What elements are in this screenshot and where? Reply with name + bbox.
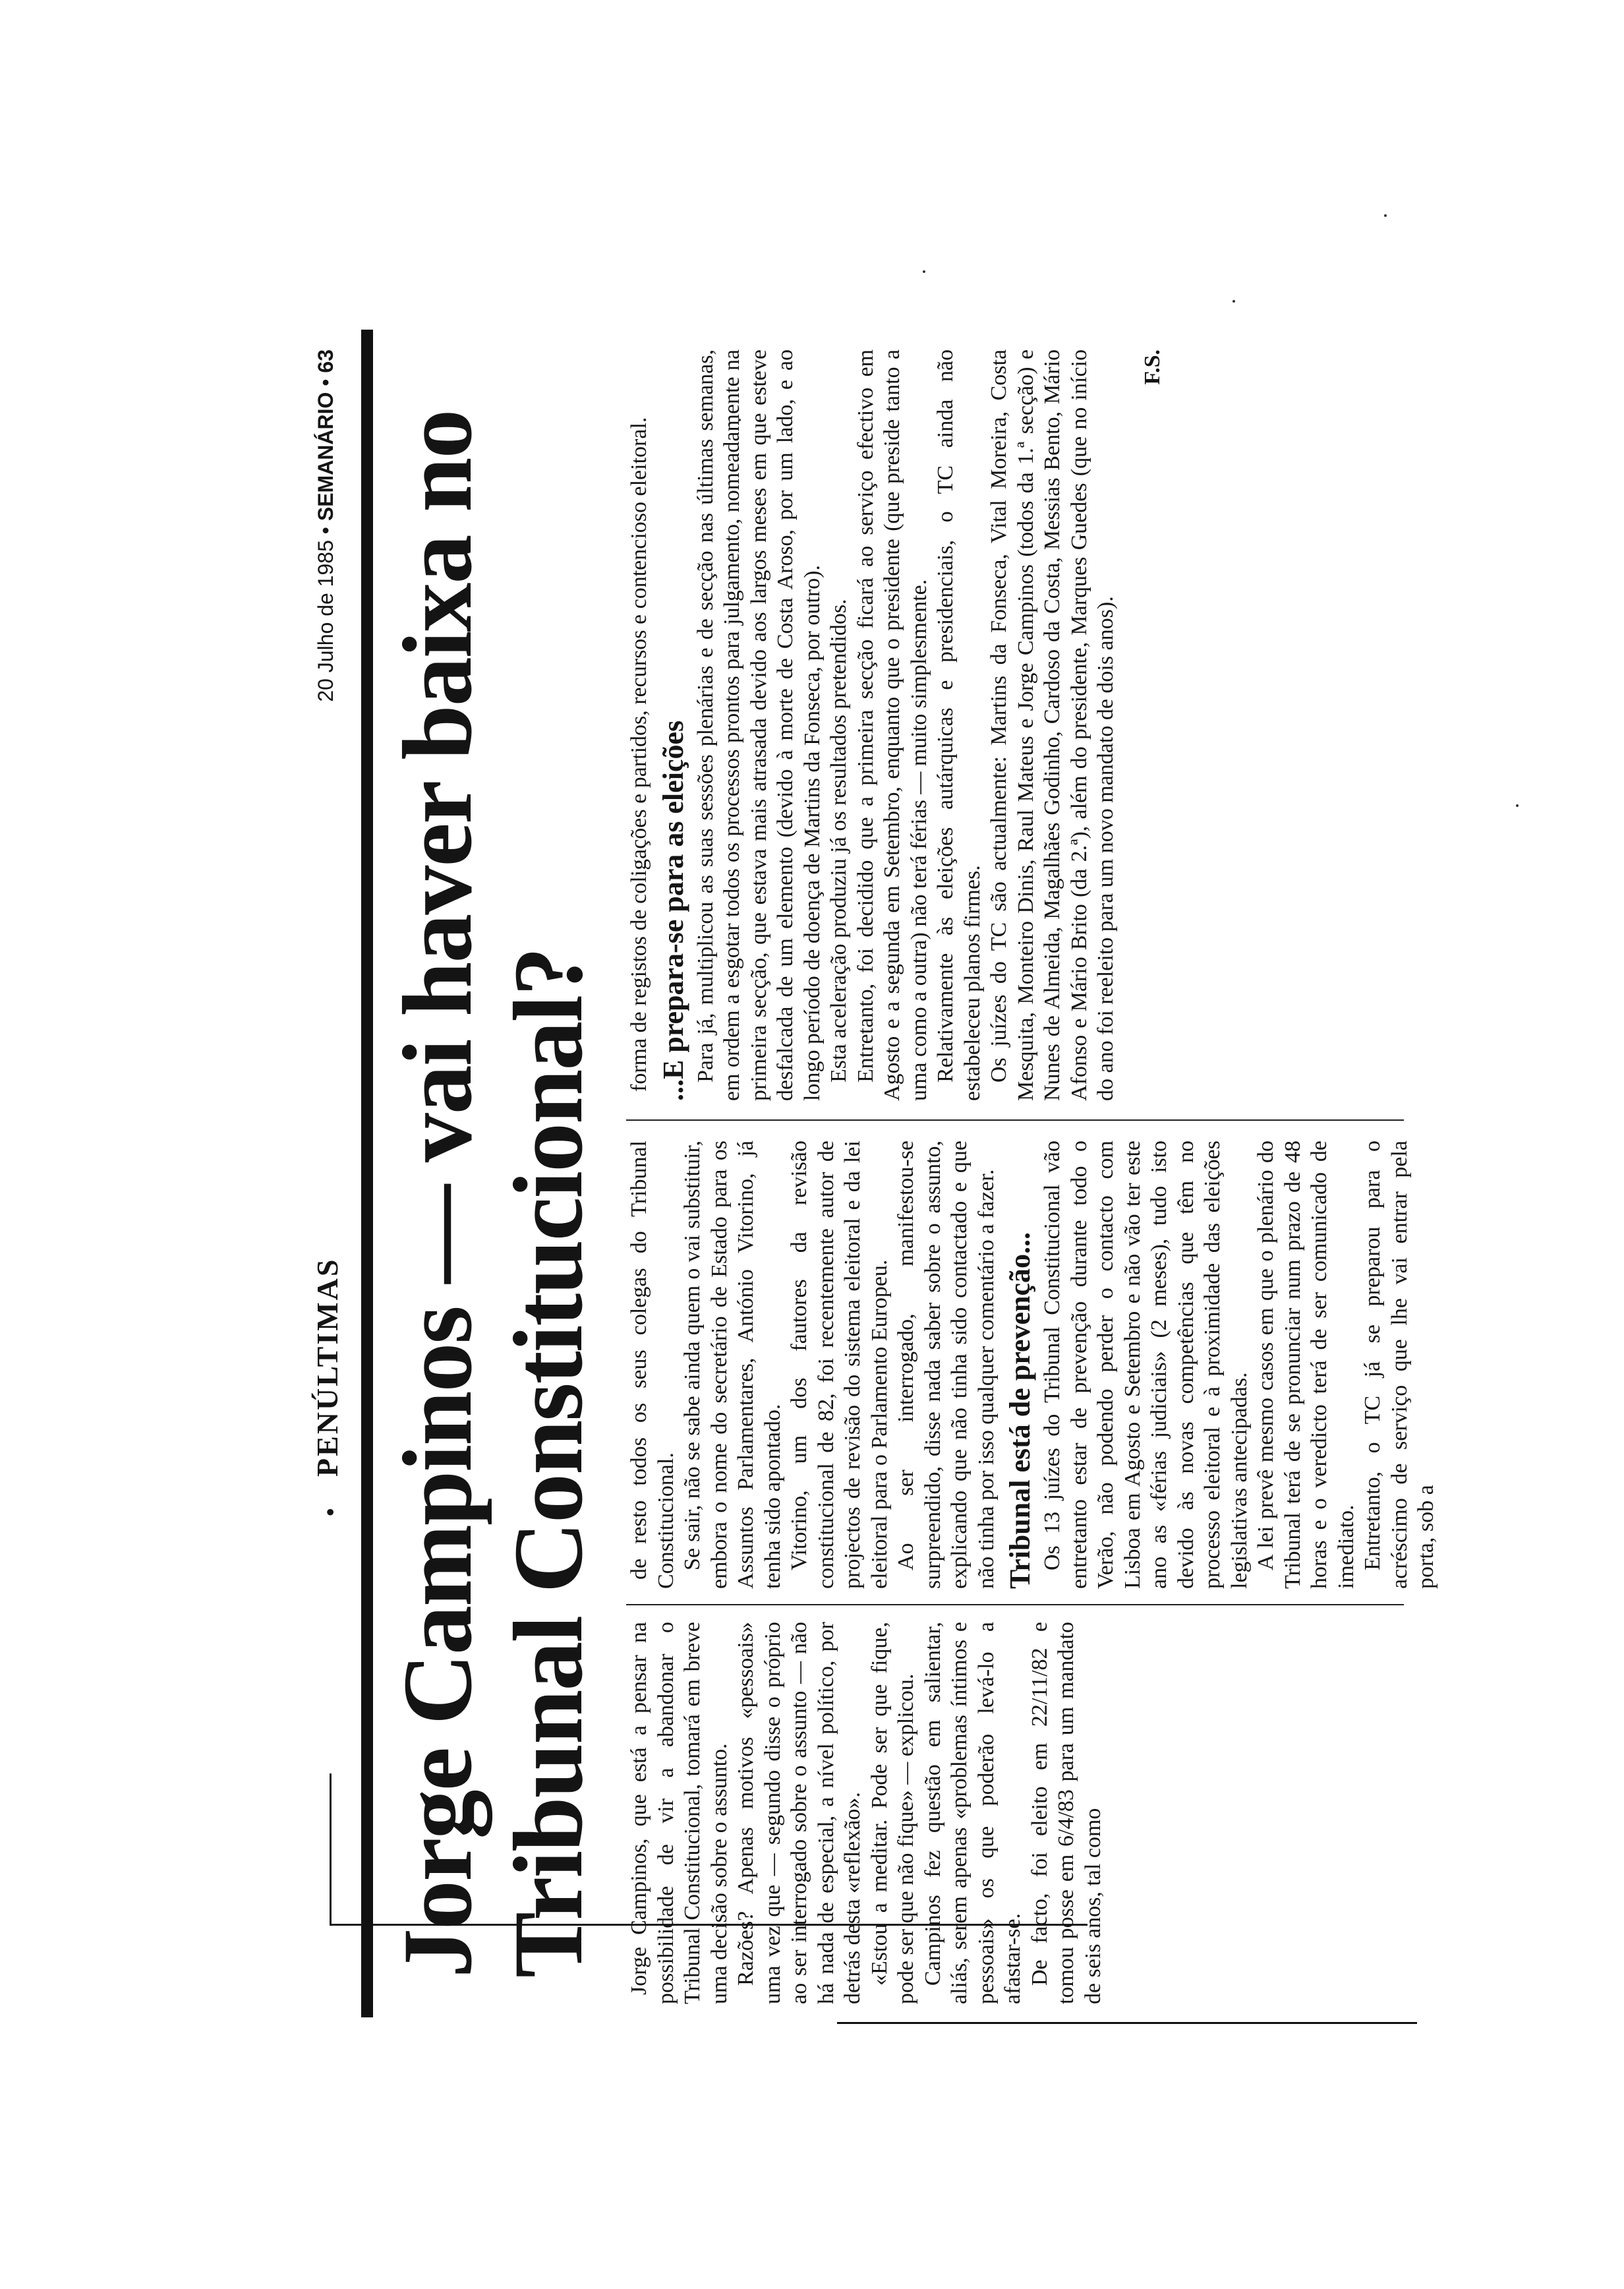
issue-date: 20 Julho de 1985	[314, 540, 337, 702]
dateline	[314, 349, 338, 702]
paragraph: Os juízes do TC são actualmente: Martins da Fonseca, Vital Moreira, Costa Mesquita, Monteiro Dinis, Raul Mateus e Jorge Campinos (todos da 1.ª secção) e Nunes de Almeida, Magalhães Godinho, Cardoso da Costa, Messias Bento, Mário Afonso e Mário Brito (da 2.ª), além do presidente, Marques Guedes (que no início do ano foi reeleito para um novo mandato de dois anos).	[987, 349, 1118, 1101]
paragraph: Relativamente às eleições autárquicas e presidenciais, o TC ainda não estabeleceu planos firmes.	[933, 349, 985, 1101]
paragraph: Jorge Campinos, que está a pensar na possibilidade de vir a abandonar o Tribunal Constitucional, tomará em breve uma decisão sobre o assunto.	[627, 1622, 732, 2004]
scan-speck	[923, 270, 925, 273]
paragraph: forma de registos de coligações e partidos, recursos e contencioso eleitoral.	[627, 417, 651, 1092]
paragraph: Esta aceleração produziu já os resultados pretendidos.	[826, 599, 851, 1083]
subhead: Tribunal está de prevenção...	[1004, 1232, 1036, 1589]
paragraph: Os 13 juízes do Tribunal Constitucional vão entretanto estar de prevenção durante todo o Verão, não podendo perder o contacto com Lisboa em Agosto e Setembro e não vão ter este ano as «férias judiciais» (2 meses), tudo isto devido às novas competências que têm no processo eleitoral e à proximidade das eleições legislativas antecipadas.	[1040, 1141, 1252, 1589]
page-number: 63	[314, 349, 337, 373]
newspaper-clipping	[310, 330, 1483, 2017]
paragraph: Campinos fez questão em salientar, aliás, serem apenas «problemas íntimos e pessoais» os que poderão levá-lo a afastar-se.	[920, 1622, 1025, 2004]
column-divider	[626, 1119, 1404, 1121]
article-body	[626, 343, 1438, 2004]
column-rule	[837, 2022, 1417, 2024]
paragraph: Entretanto, foi decidido que a primeira secção ficará ao serviço efectivo em Agosto e a segunda em Setembro, enquanto que o presidente (que preside tanto a uma como a outra) não terá férias — muito simplesmente.	[853, 349, 931, 1101]
article-column-3	[626, 349, 1166, 1101]
paragraph: «Estou a meditar. Pode ser que fique, pode ser que não fique» — explicou.	[867, 1622, 918, 2004]
section-name: PENÚLTIMAS	[310, 1257, 344, 1477]
dateline-separator: •	[314, 527, 337, 535]
author-signature: F.S.	[1140, 349, 1165, 385]
paragraph: de resto todos os seus colegas do Tribunal Constitucional.	[627, 1141, 678, 1589]
column-divider	[626, 1604, 1404, 1605]
paragraph: Se sair, não se sabe ainda quem o vai substituir, embora o nome do secretário de Estado para os Assuntos Parlamentares, António Vitorino, já tenha sido apontado.	[680, 1141, 785, 1589]
article-column-1	[626, 1622, 1107, 2004]
paragraph: Vitorino, um dos fautores da revisão constitucional de 82, foi recentemente autor de projectos de revisão do sistema eleitoral e da lei eleitoral para o Parlamento Europeu.	[787, 1141, 892, 1589]
article-column-2	[626, 1141, 1440, 1589]
running-head	[310, 330, 349, 2017]
subhead: ...E prepara-se para as eleições	[656, 720, 689, 1101]
dateline-separator: •	[314, 378, 337, 386]
scan-speck	[1232, 300, 1235, 303]
scan-speck	[1516, 804, 1519, 807]
section-bullet: •	[317, 1508, 343, 1516]
paragraph: Ao ser interrogado, manifestou-se surpreendido, disse nada saber sobre o assunto, explicando que não tinha sido contactado e que não tinha por isso qualquer comentário a fazer.	[894, 1141, 999, 1589]
paragraph: Para já, multiplicou as suas sessões plenárias e de secção nas últimas semanas, em ordem a esgotar todos os processos prontos para julgamento, nomeadamente na primeira secção, que estava mais atrasada devido aos largos meses em que esteve desfalcada de um elemento (devido à morte de Costa Aroso, por um lado, e ao longo período de doença de Martins da Fonseca, por outro).	[693, 349, 825, 1101]
scan-speck	[1384, 214, 1387, 217]
paragraph: Entretanto, o TC já se preparou para o acréscimo de serviço que lhe vai entrar pela porta, sob a	[1360, 1141, 1438, 1589]
headline: Jorge Campinos — vai haver baixa no Tribunal Constitucional?	[383, 410, 603, 1978]
paragraph: Razões? Apenas motivos «pessoais» uma vez que — segundo disse o próprio ao ser interrogado sobre o assunto — não há nada de especial, a nível político, por detrás desta «reflexão».	[734, 1622, 865, 2004]
paragraph: De facto, foi eleito em 22/11/82 e tomou posse em 6/4/83 para um mandato de seis anos, tal como	[1027, 1622, 1105, 2004]
header-rule	[361, 330, 373, 2017]
publication-name: SEMANÁRIO	[314, 392, 337, 521]
paragraph: A lei prevê mesmo casos em que o plenário do Tribunal terá de se pronunciar num prazo de 48 horas e o veredicto terá de ser comunicado de imediato.	[1254, 1141, 1358, 1589]
